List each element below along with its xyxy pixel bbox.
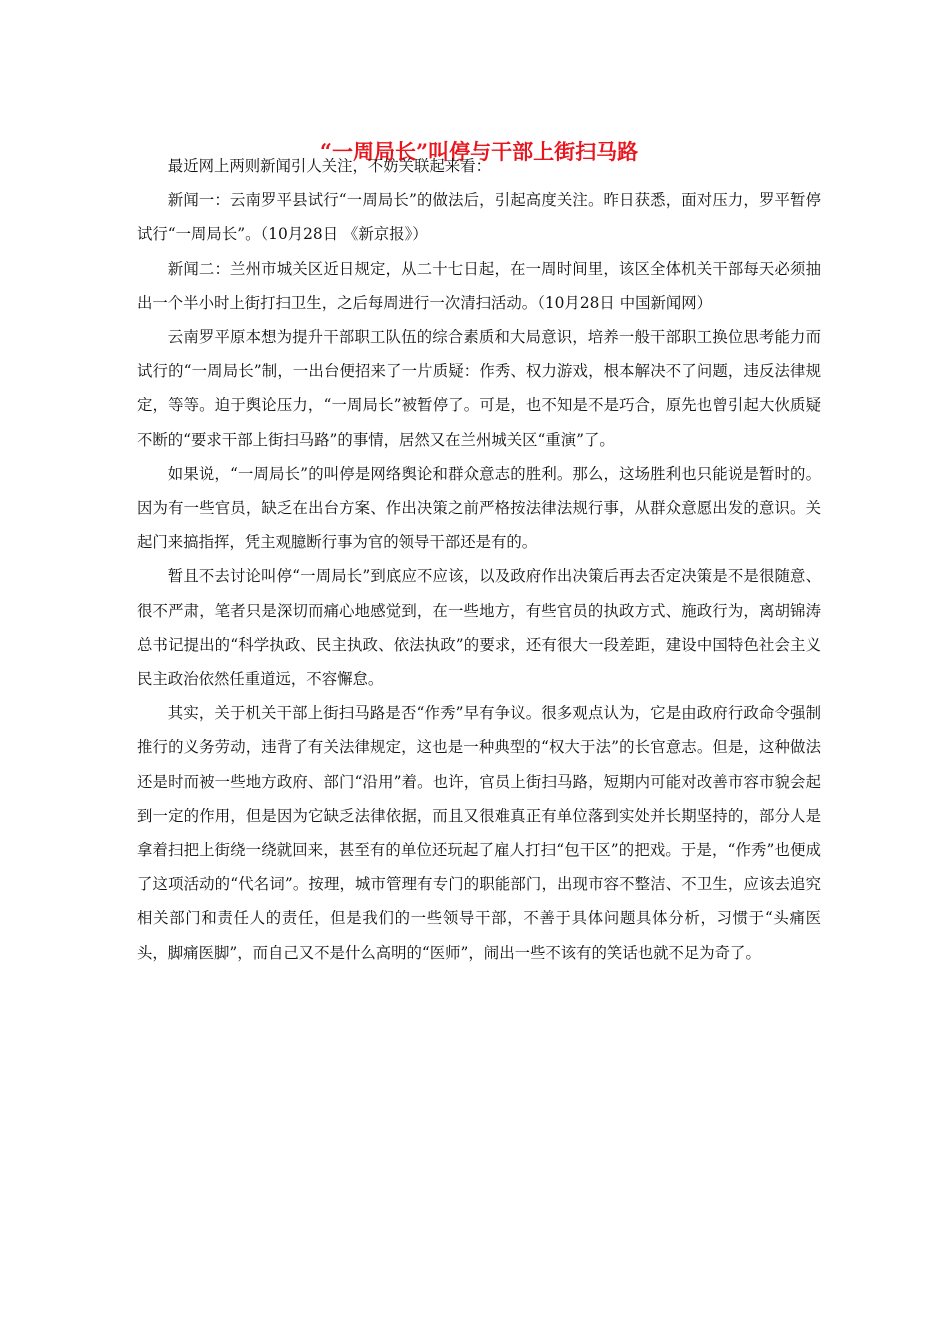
- article-title: “一周局长”叫停与干部上街扫马路: [319, 139, 639, 165]
- paragraph-victory: 如果说，“一周局长”的叫停是网络舆论和群众意志的胜利。那么，这场胜利也只能说是暂时的。因为有一些官员，缺乏在出台方案、作出决策之前严格按法律法规行事，从群众意愿出发的意识。关起门来搞指挥，凭主观臆断行事为官的领导干部还是有的。: [137, 464, 821, 552]
- paragraph-luoping: 云南罗平原本想为提升干部职工队伍的综合素质和大局意识，培养一般干部职工换位思考能力而试行的“一周局长”制，一出台便招来了一片质疑：作秀、权力游戏，根本解决不了问题，违反法律规定，等等。迫于舆论压力，“一周局长”被暂停了。可是，也不知是不是巧合，原先也曾引起大伙质疑不断的“要求干部上街扫马路”的事情，居然又在兰州城关区“重演”了。: [137, 328, 821, 449]
- paragraph-governance: 暂且不去讨论叫停“一周局长”到底应不应该，以及政府作出决策后再去否定决策是不是很随意、很不严肃，笔者只是深切而痛心地感觉到，在一些地方，有些官员的执政方式、施政行为，离胡锦涛总书记提出的“科学执政、民主执政、依法执政”的要求，还有很大一段差距，建设中国特色社会主义民主政治依然任重道远，不容懈怠。: [137, 567, 821, 689]
- paragraph-news-two: 新闻二：兰州市城关区近日规定，从二十七日起，在一周时间里，该区全体机关干部每天必须抽出一个半小时上街打扫卫生，之后每周进行一次清扫活动。（10月28日 中国新闻网）: [137, 259, 821, 312]
- paragraph-intro: 最近网上两则新闻引人关注，不妨关联起来看：: [167, 157, 492, 175]
- paragraph-news-one: 新闻一：云南罗平县试行“一周局长”的做法后，引起高度关注。昨日获悉，面对压力，罗平暂停试行“一周局长”。（10月28日 《新京报》）: [137, 191, 821, 244]
- paragraph-street-sweeping: 其实，关于机关干部上街扫马路是否“作秀”早有争议。很多观点认为，它是由政府行政命令强制推行的义务劳动，违背了有关法律规定，这也是一种典型的“权大于法”的长官意志。但是，这种做法还是时而被一些地方政府、部门“沿用”着。也许，官员上街扫马路，短期内可能对改善市容市貌会起到一定的作用，但是因为它缺乏法律依据，而且又很难真正有单位落到实处并长期坚持的，部分人是拿着扫把上街绕一绕就回来，甚至有的单位还玩起了雇人打扫“包干区”的把戏。于是，“作秀”也便成了这项活动的“代名词”。按理，城市管理有专门的职能部门，出现市容不整洁、不卫生，应该去追究相关部门和责任人的责任，但是我们的一些领导干部，不善于具体问题具体分析，习惯于“头痛医头，脚痛医脚”，而自己又不是什么高明的“医师”，闹出一些不该有的笑话也就不足为奇了。: [137, 704, 821, 962]
- article-body: [137, 149, 821, 970]
